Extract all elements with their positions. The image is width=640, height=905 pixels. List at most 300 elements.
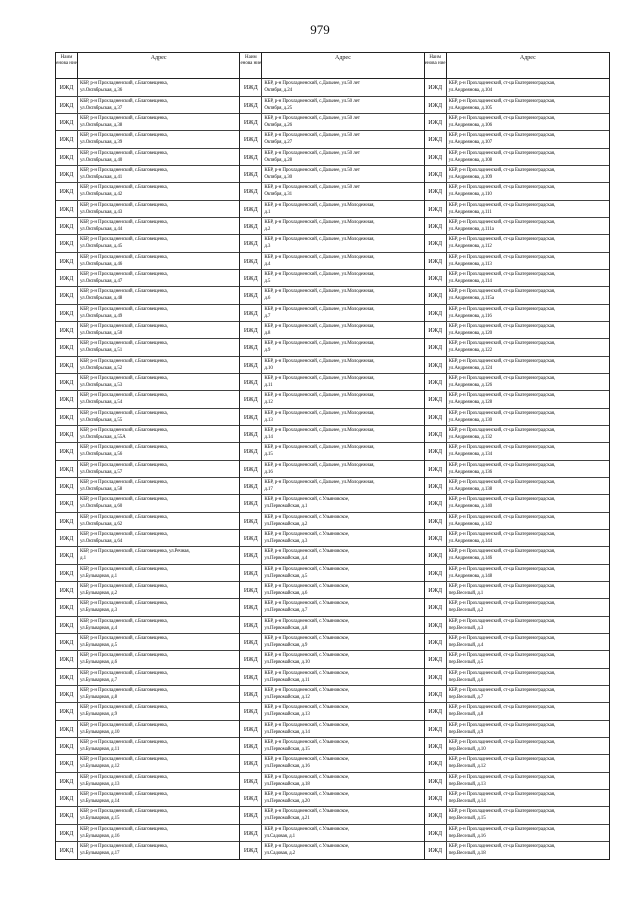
table-row [240, 807, 423, 824]
table-row [56, 790, 239, 807]
row-address: КБР, р-н Прохладненский, с.Ульяновское, ул.Первомайская, д.20 [264, 791, 350, 804]
row-address: КБР, р-н Прохладненский, ст-ца Екатериноградская, ул.Андреянова, д.116 [448, 306, 556, 319]
row-address: КБР, р-н Прохладненский, с.Ульяновское, ул.Первомайская, д.11 [264, 670, 350, 683]
row-address: КБР, р-н Прохладненский, с.Дальнее, ул.Молодежная, д.6 [264, 289, 375, 302]
row-type: ИЖД [240, 773, 262, 789]
row-address: КБР, р-н Прохладненский, ст-ца Екатериноградская, пер.Веселый, д.15 [448, 809, 556, 822]
row-type: ИЖД [240, 669, 262, 685]
row-address: КБР, р-н Прохладненский, с.Ульяновское, ул.Первомайская, д.4 [264, 549, 350, 562]
page-number: 979 [310, 22, 330, 37]
row-type: ИЖД [425, 686, 447, 702]
table-row [56, 703, 239, 720]
row-address: КБР, р-н Прохладненский, ст-ца Екатериноградская, пер.Веселый, д.14 [448, 791, 556, 804]
table-row [425, 461, 609, 478]
row-type: ИЖД [425, 738, 447, 754]
row-type: ИЖД [425, 790, 447, 806]
row-address: КБР, р-н Прохладненский, ст-ца Екатериноградская, ул.Андреянова, д.140 [448, 497, 556, 510]
row-type: ИЖД [240, 495, 262, 511]
row-type: ИЖД [56, 599, 78, 615]
row-type: ИЖД [56, 339, 78, 355]
table-row [240, 669, 423, 686]
row-address: КБР, р-н Прохладненский, с.Благовещенка, ул.Бульварная, д.11 [80, 739, 168, 752]
row-address: КБР, р-н Прохладненский, с.Благовещенка, ул.Октябрьская, д.52 [80, 358, 168, 371]
row-address: КБР, р-н Прохладненский, с.Благовещенка, ул.Октябрьская, д.55 [80, 410, 168, 423]
row-type: ИЖД [425, 599, 447, 615]
row-address: КБР, р-н Прохладненский, с.Благовещенка, ул.Октябрьская, д.45 [80, 237, 168, 250]
table-row [240, 790, 423, 807]
row-address: КБР, р-н Прохладненский, ст-ца Екатериноградская, пер.Веселый, д.1 [448, 584, 556, 596]
row-address: КБР, р-н Прохладненский, ст-ца Екатериноградская, ул.Андреянова, д.106 [448, 116, 556, 129]
row-address: КБР, р-н Прохладненский, ст-ца Екатериноградская, ул.Андреянова, д.136 [448, 462, 556, 475]
table-row [240, 755, 423, 772]
header-type-label: Наим енова ние [56, 53, 78, 78]
table-row [425, 617, 609, 634]
row-address: КБР, р-н Прохладненский, ст-ца Екатериноградская, ул.Андреянова, д.104 [448, 81, 556, 94]
row-address: КБР, р-н Прохладненский, ст-ца Екатериноградская, пер.Веселый, д.6 [448, 670, 556, 683]
table-row [425, 166, 609, 183]
row-type: ИЖД [240, 166, 262, 182]
table-row [56, 305, 239, 322]
row-address: КБР, р-н Прохладненский, с.Благовещенка, ул.Октябрьская, д.51 [80, 341, 168, 354]
row-address: КБР, р-н Прохладненский, с.Дальнее, ул.50 лет Октября, д.24 [264, 81, 360, 94]
row-type: ИЖД [425, 755, 447, 771]
row-address: КБР, р-н Прохладненский, с.Благовещенка, ул.Бульварная, д.6 [80, 653, 168, 666]
table-row [56, 287, 239, 304]
header-address-label: Адрес [519, 55, 536, 61]
table-row [425, 807, 609, 824]
row-address: КБР, р-н Прохладненский, с.Дальнее, ул.50 лет Октября, д.30 [264, 168, 360, 181]
row-type: ИЖД [240, 79, 262, 95]
row-type: ИЖД [425, 547, 447, 563]
row-type: ИЖД [56, 235, 78, 251]
row-type: ИЖД [56, 617, 78, 633]
table-row [425, 183, 609, 200]
table-row [56, 651, 239, 668]
table-row [425, 738, 609, 755]
table-row [56, 495, 239, 512]
row-address: КБР, р-н Прохладненский, с.Благовещенка, ул.Октябрьская, д.60 [80, 497, 168, 510]
table-row [425, 686, 609, 703]
row-type: ИЖД [425, 201, 447, 217]
row-type: ИЖД [240, 634, 262, 650]
table-row [240, 409, 423, 426]
row-address: КБР, р-н Прохладненский, с.Дальнее, ул.Молодежная, д.13 [264, 410, 375, 423]
table-row [56, 339, 239, 356]
row-type: ИЖД [425, 149, 447, 165]
row-type: ИЖД [425, 409, 447, 425]
row-address: КБР, р-н Прохладненский, с.Ульяновское, ул.Первомайская, д.18 [264, 774, 350, 787]
table-row [240, 270, 423, 287]
row-type: ИЖД [56, 530, 78, 546]
table-row [425, 357, 609, 374]
row-type: ИЖД [425, 842, 447, 859]
table-row [425, 755, 609, 772]
table-row [425, 599, 609, 616]
row-type: ИЖД [240, 738, 262, 754]
table-header [240, 53, 423, 79]
row-type: ИЖД [240, 131, 262, 147]
row-type: ИЖД [56, 97, 78, 113]
table-row [425, 97, 609, 114]
row-type: ИЖД [425, 582, 447, 598]
row-type: ИЖД [240, 825, 262, 841]
table-row [240, 443, 423, 460]
row-type: ИЖД [240, 703, 262, 719]
row-address: КБР, р-н Прохладненский, с.Благовещенка, ул.Октябрьская, д.58 [80, 480, 168, 493]
row-address: КБР, р-н Прохладненский, с.Дальнее, ул.Молодежная, д.8 [264, 324, 375, 337]
row-type: ИЖД [425, 617, 447, 633]
row-type: ИЖД [425, 287, 447, 303]
table-row [56, 755, 239, 772]
table-row [240, 305, 423, 322]
row-address: КБР, р-н Прохладненский, с.Благовещенка, ул.Октябрьская, д.42 [80, 185, 168, 198]
row-address: КБР, р-н Прохладненский, с.Дальнее, ул.Молодежная, д.5 [264, 272, 375, 285]
row-type: ИЖД [56, 478, 78, 494]
row-address: КБР, р-н Прохладненский, с.Благовещенка, ул.Бульварная, д.14 [80, 791, 168, 804]
table-row [425, 253, 609, 270]
table-row [425, 426, 609, 443]
row-address: КБР, р-н Прохладненский, с.Благовещенка, ул.Октябрьская, д.40 [80, 150, 168, 163]
table-row [240, 565, 423, 582]
row-address: КБР, р-н Прохладненский, с.Благовещенка, ул.Бульварная, д.13 [80, 774, 168, 787]
row-type: ИЖД [56, 322, 78, 338]
table-row [56, 443, 239, 460]
table-row [240, 513, 423, 530]
table-row [56, 322, 239, 339]
table-column [425, 53, 609, 859]
row-address: КБР, р-н Прохладненский, с.Благовещенка, ул.Октябрьская, д.55А [80, 428, 168, 441]
table-row [56, 513, 239, 530]
row-type: ИЖД [240, 530, 262, 546]
row-address: КБР, р-н Прохладненский, с.Ульяновское, ул.Первомайская, д.16 [264, 757, 350, 770]
row-address: КБР, р-н Прохладненский, с.Дальнее, ул.Молодежная, д.14 [264, 428, 375, 441]
row-address: КБР, р-н Прохладненский, с.Благовещенка, ул.Октябрьская, д.39 [80, 133, 168, 146]
row-address: КБР, р-н Прохладненский, ст-ца Екатериноградская, пер.Веселый, д.10 [448, 739, 556, 752]
row-type: ИЖД [240, 790, 262, 806]
table-row [56, 669, 239, 686]
row-type: ИЖД [56, 842, 78, 859]
row-type: ИЖД [425, 339, 447, 355]
table-row [240, 97, 423, 114]
row-address: КБР, р-н Прохладненский, с.Дальнее, ул.Молодежная, д.16 [264, 462, 375, 475]
row-type: ИЖД [56, 721, 78, 737]
row-type: ИЖД [56, 807, 78, 823]
table-row [240, 426, 423, 443]
table-row [425, 218, 609, 235]
row-address: КБР, р-н Прохладненский, с.Ульяновское, ул.Первомайская, д.13 [264, 705, 350, 718]
row-type: ИЖД [240, 842, 262, 859]
row-type: ИЖД [56, 651, 78, 667]
header-type-label: Наим енова ние [425, 53, 447, 78]
table-row [56, 599, 239, 616]
row-type: ИЖД [240, 409, 262, 425]
row-address: КБР, р-н Прохладненский, с.Благовещенка, ул.Октябрьская, д.36 [80, 81, 168, 94]
row-address: КБР, р-н Прохладненский, с.Ульяновское, ул.Первомайская, д.1 [264, 497, 350, 510]
table-row [240, 825, 423, 842]
row-address: КБР, р-н Прохладненский, ст-ца Екатериноградская, ул.Андреянова, д.114 [448, 272, 556, 285]
row-type: ИЖД [425, 357, 447, 373]
row-address: КБР, р-н Прохладненский, с.Ульяновское, ул.Первомайская, д.21 [264, 809, 350, 822]
row-type: ИЖД [240, 547, 262, 563]
table-row [425, 513, 609, 530]
table-row [56, 183, 239, 200]
row-type: ИЖД [56, 426, 78, 442]
table-row [240, 201, 423, 218]
row-address: КБР, р-н Прохладненский, с.Дальнее, ул.Молодежная, д.3 [264, 237, 375, 250]
row-type: ИЖД [425, 461, 447, 477]
row-type: ИЖД [56, 565, 78, 581]
row-type: ИЖД [240, 97, 262, 113]
row-type: ИЖД [240, 322, 262, 338]
table-row [240, 773, 423, 790]
table-column [56, 53, 240, 859]
row-address: КБР, р-н Прохладненский, с.Благовещенка, ул.Октябрьская, д.56 [80, 445, 168, 458]
row-type: ИЖД [240, 201, 262, 217]
row-type: ИЖД [56, 357, 78, 373]
row-type: ИЖД [240, 357, 262, 373]
row-address: КБР, р-н Прохладненский, ст-ца Екатериноградская, ул.Андреянова, д.128 [448, 393, 556, 406]
row-type: ИЖД [240, 755, 262, 771]
row-type: ИЖД [425, 391, 447, 407]
table-row [425, 651, 609, 668]
table-row [56, 374, 239, 391]
row-type: ИЖД [56, 270, 78, 286]
table-row [240, 79, 423, 96]
row-type: ИЖД [56, 634, 78, 650]
row-type: ИЖД [56, 114, 78, 130]
table-row [425, 547, 609, 564]
row-address: КБР, р-н Прохладненский, с.Благовещенка, ул.Октябрьская, д.38 [80, 116, 168, 129]
row-address: КБР, р-н Прохладненский, с.Дальнее, ул.Молодежная, д.7 [264, 306, 375, 319]
row-type: ИЖД [240, 513, 262, 529]
header-type-label: Наим енова ние [240, 53, 262, 78]
row-address: КБР, р-н Прохладненский, с.Ульяновское, ул.Первомайская, д.7 [264, 601, 350, 614]
row-type: ИЖД [56, 305, 78, 321]
row-type: ИЖД [56, 79, 78, 95]
row-type: ИЖД [240, 305, 262, 321]
table-row [425, 669, 609, 686]
table-row [240, 357, 423, 374]
table-row [56, 426, 239, 443]
row-address: КБР, р-н Прохладненский, с.Благовещенка, ул.Бульварная, д.3 [80, 601, 168, 614]
table-row [56, 391, 239, 408]
table-row [425, 634, 609, 651]
row-type: ИЖД [56, 461, 78, 477]
row-address: КБР, р-н Прохладненский, ст-ца Екатериноградская, ул.Андреянова, д.111а [448, 220, 556, 233]
row-address: КБР, р-н Прохладненский, ст-ца Екатериноградская, ул.Андреянова, д.126 [448, 376, 556, 389]
row-address: КБР, р-н Прохладненский, с.Благовещенка, ул.Бульварная, д.2 [80, 584, 168, 596]
row-type: ИЖД [425, 374, 447, 390]
table-row [425, 721, 609, 738]
row-address: КБР, р-н Прохладненский, ст-ца Екатериноградская, пер.Веселый, д.9 [448, 722, 556, 735]
row-type: ИЖД [240, 565, 262, 581]
row-address: КБР, р-н Прохладненский, с.Благовещенка, ул.Октябрьская, д.47 [80, 272, 168, 285]
row-type: ИЖД [425, 530, 447, 546]
table-row [240, 461, 423, 478]
table-row [240, 253, 423, 270]
row-type: ИЖД [56, 374, 78, 390]
table-row [56, 166, 239, 183]
row-address: КБР, р-н Прохладненский, с.Благовещенка, ул.Бульварная, д.10 [80, 722, 168, 735]
table-row [240, 582, 423, 599]
row-type: ИЖД [240, 253, 262, 269]
table-row [240, 651, 423, 668]
row-address: КБР, р-н Прохладненский, с.Благовещенка, ул.Октябрьская, д.54 [80, 393, 168, 406]
table-row [425, 842, 609, 859]
table-row [240, 287, 423, 304]
row-type: ИЖД [56, 686, 78, 702]
row-type: ИЖД [56, 253, 78, 269]
table-row [56, 617, 239, 634]
row-type: ИЖД [240, 183, 262, 199]
row-address: КБР, р-н Прохладненский, ст-ца Екатериноградская, ул.Андреянова, д.107 [448, 133, 556, 146]
table-header [425, 53, 609, 79]
row-address: КБР, р-н Прохладненский, с.Ульяновское, ул.Первомайская, д.15 [264, 739, 350, 752]
row-address: КБР, р-н Прохладненский, ст-ца Екатериноградская, ул.Андреянова, д.120 [448, 324, 556, 337]
row-type: ИЖД [240, 686, 262, 702]
row-type: ИЖД [240, 461, 262, 477]
row-address: КБР, р-н Прохладненский, с.Дальнее, ул.Молодежная, д.15 [264, 445, 375, 458]
table-row [240, 114, 423, 131]
table-row [56, 478, 239, 495]
table-row [56, 131, 239, 148]
row-address: КБР, р-н Прохладненский, ст-ца Екатериноградская, пер.Веселый, д.7 [448, 687, 556, 700]
row-type: ИЖД [240, 339, 262, 355]
table-row [56, 686, 239, 703]
table-row [240, 183, 423, 200]
table-row [425, 201, 609, 218]
row-type: ИЖД [425, 235, 447, 251]
row-address: КБР, р-н Прохладненский, с.Благовещенка, ул.Бульварная, д.8 [80, 687, 168, 700]
table-row [425, 287, 609, 304]
row-address: КБР, р-н Прохладненский, ст-ца Екатериноградская, ул.Андреянова, д.148 [448, 566, 556, 579]
row-type: ИЖД [425, 114, 447, 130]
row-type: ИЖД [240, 149, 262, 165]
row-address: КБР, р-н Прохладненский, с.Ульяновское, ул.Первомайская, д.14 [264, 722, 350, 735]
row-type: ИЖД [56, 703, 78, 719]
row-address: КБР, р-н Прохладненский, с.Благовещенка, ул.Бульварная, д.7 [80, 670, 168, 683]
row-type: ИЖД [425, 565, 447, 581]
table-row [56, 634, 239, 651]
row-address: КБР, р-н Прохладненский, с.Ульяновское, ул.Первомайская, д.8 [264, 618, 350, 631]
row-address: КБР, р-н Прохладненский, ст-ца Екатериноградская, ул.Андреянова, д.111 [448, 202, 556, 215]
row-address: КБР, р-н Прохладненский, с.Дальнее, ул.50 лет Октября, д.31 [264, 185, 360, 198]
row-address: КБР, р-н Прохладненский, ст-ца Екатериноградская, пер.Веселый, д.13 [448, 774, 556, 787]
row-type: ИЖД [240, 651, 262, 667]
row-address: КБР, р-н Прохладненский, с.Дальнее, ул.Молодежная, д.9 [264, 341, 375, 354]
table-row [240, 721, 423, 738]
table-row [425, 703, 609, 720]
row-address: КБР, р-н Прохладненский, с.Благовещенка, ул.Октябрьская, д.57 [80, 462, 168, 475]
row-address: КБР, р-н Прохладненский, с.Дальнее, ул.Молодежная, д.12 [264, 393, 375, 406]
row-type: ИЖД [425, 669, 447, 685]
row-address: КБР, р-н Прохладненский, ст-ца Екатериноградская, ул.Андреянова, д.146 [448, 549, 556, 562]
table-row [425, 773, 609, 790]
row-type: ИЖД [425, 443, 447, 459]
row-type: ИЖД [56, 201, 78, 217]
table-row [240, 738, 423, 755]
table-column [240, 53, 424, 859]
row-address: КБР, р-н Прохладненский, с.Дальнее, ул.Молодежная, д.17 [264, 480, 375, 493]
row-type: ИЖД [56, 131, 78, 147]
table-row [425, 565, 609, 582]
row-type: ИЖД [56, 825, 78, 841]
header-address-label: Адрес [150, 55, 167, 61]
row-type: ИЖД [425, 322, 447, 338]
table-row [240, 235, 423, 252]
row-type: ИЖД [425, 253, 447, 269]
table-row [425, 790, 609, 807]
row-address: КБР, р-н Прохладненский, с.Ульяновское, ул.Первомайская, д.12 [264, 687, 350, 700]
row-address: КБР, р-н Прохладненский, ст-ца Екатериноградская, пер.Веселый, д.18 [448, 843, 556, 856]
table-row [240, 599, 423, 616]
row-address: КБР, р-н Прохладненский, ст-ца Екатериноградская, ул.Андреянова, д.132 [448, 428, 556, 441]
table-row [240, 478, 423, 495]
row-type: ИЖД [425, 634, 447, 650]
table-row [425, 825, 609, 842]
row-address: КБР, р-н Прохладненский, ст-ца Екатериноградская, пер.Веселый, д.12 [448, 757, 556, 770]
row-type: ИЖД [240, 478, 262, 494]
row-type: ИЖД [56, 755, 78, 771]
row-type: ИЖД [240, 426, 262, 442]
address-table [55, 52, 610, 860]
row-type: ИЖД [56, 287, 78, 303]
table-row [56, 773, 239, 790]
table-row [425, 322, 609, 339]
row-address: КБР, р-н Прохладненский, с.Благовещенка, ул.Октябрьская, д.62 [80, 514, 168, 527]
row-address: КБР, р-н Прохладненский, ст-ца Екатериноградская, пер.Веселый, д.8 [448, 705, 556, 718]
table-row [56, 270, 239, 287]
table-row [425, 409, 609, 426]
row-address: КБР, р-н Прохладненский, ст-ца Екатериноградская, пер.Веселый, д.2 [448, 601, 556, 614]
table-row [425, 149, 609, 166]
table-row [425, 495, 609, 512]
table-row [56, 565, 239, 582]
table-row [240, 703, 423, 720]
row-address: КБР, р-н Прохладненский, ст-ца Екатериноградская, ул.Андреянова, д.105 [448, 98, 556, 111]
row-type: ИЖД [240, 617, 262, 633]
row-address: КБР, р-н Прохладненский, ст-ца Екатериноградская, ул.Андреянова, д.108 [448, 150, 556, 163]
row-type: ИЖД [240, 218, 262, 234]
row-type: ИЖД [425, 825, 447, 841]
row-type: ИЖД [425, 773, 447, 789]
table-row [425, 270, 609, 287]
row-type: ИЖД [56, 773, 78, 789]
table-row [425, 582, 609, 599]
table-row [56, 530, 239, 547]
row-type: ИЖД [425, 305, 447, 321]
row-address: КБР, р-н Прохладненский, с.Благовещенка, ул.Бульварная, д.15 [80, 809, 168, 822]
row-address: КБР, р-н Прохладненский, с.Дальнее, ул.50 лет Октября, д.26 [264, 116, 360, 129]
row-type: ИЖД [56, 218, 78, 234]
table-row [56, 149, 239, 166]
table-row [425, 374, 609, 391]
row-type: ИЖД [240, 582, 262, 598]
table-row [56, 842, 239, 859]
row-type: ИЖД [425, 651, 447, 667]
table-row [240, 686, 423, 703]
row-address: КБР, р-н Прохладненский, с.Благовещенка, ул.Речная, д.1 [80, 549, 190, 562]
row-address: КБР, р-н Прохладненский, с.Дальнее, ул.Молодежная, д.11 [264, 376, 375, 389]
row-type: ИЖД [425, 166, 447, 182]
row-type: ИЖД [56, 495, 78, 511]
table-row [240, 374, 423, 391]
row-type: ИЖД [425, 513, 447, 529]
table-row [425, 79, 609, 96]
row-address: КБР, р-н Прохладненский, с.Дальнее, ул.Молодежная, д.1 [264, 202, 375, 215]
row-address: КБР, р-н Прохладненский, с.Благовещенка, ул.Октябрьская, д.50 [80, 324, 168, 337]
table-row [425, 478, 609, 495]
